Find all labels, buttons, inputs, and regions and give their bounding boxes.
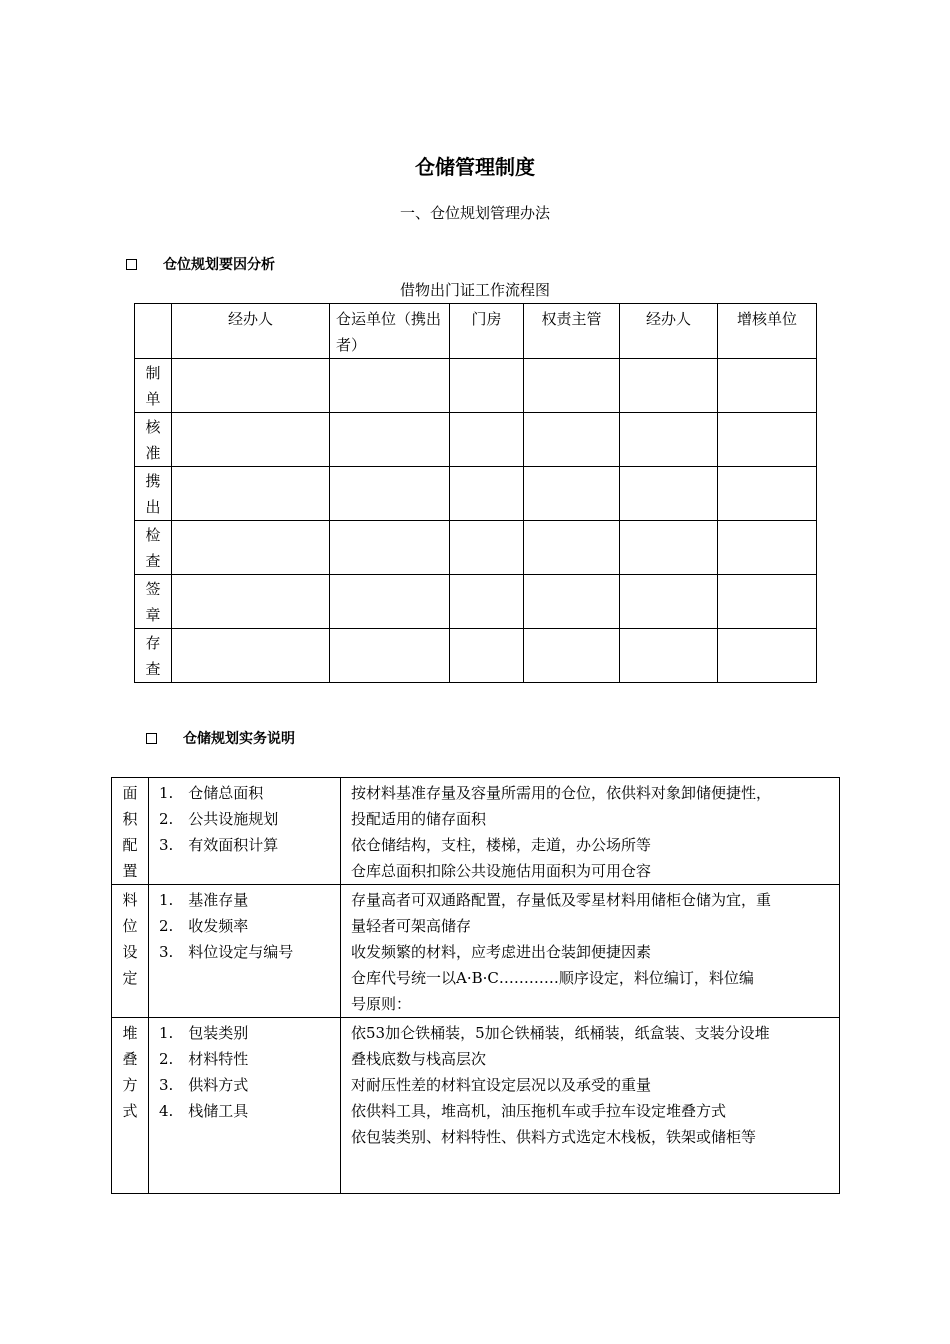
table-row xyxy=(112,778,840,885)
table-row xyxy=(135,413,817,467)
section-heading-text: 仓储规划实务说明 xyxy=(183,731,295,747)
table-cell xyxy=(718,521,817,575)
table-cell xyxy=(330,359,450,413)
row-label: 携 出 xyxy=(135,467,172,521)
table-cell xyxy=(718,575,817,629)
table-cell xyxy=(172,521,330,575)
table-cell xyxy=(330,629,450,683)
table-row xyxy=(135,359,817,413)
category-cell: 料 位 设 定 xyxy=(112,885,149,1018)
flow-table xyxy=(134,303,817,683)
table-cell xyxy=(172,359,330,413)
plan-table xyxy=(111,777,840,1194)
table-cell xyxy=(330,413,450,467)
category-cell: 面 积 配 置 xyxy=(112,778,149,885)
table-cell xyxy=(172,629,330,683)
table-cell xyxy=(718,359,817,413)
table-cell xyxy=(620,359,718,413)
section-heading-practice xyxy=(146,729,295,749)
items-cell: 1. 基准存量 2. 收发频率 3. 料位设定与编号 xyxy=(149,885,341,1018)
table-cell xyxy=(330,575,450,629)
table-cell xyxy=(620,413,718,467)
table-cell xyxy=(718,629,817,683)
table-cell xyxy=(172,575,330,629)
table-caption: 借物出门证工作流程图 xyxy=(399,281,550,299)
header-cell: 经办人 xyxy=(620,304,718,359)
table-cell xyxy=(450,521,524,575)
table-cell xyxy=(620,575,718,629)
header-cell: 权责主管 xyxy=(524,304,620,359)
table-cell xyxy=(524,575,620,629)
row-label: 制 单 xyxy=(135,359,172,413)
table-cell xyxy=(450,467,524,521)
table-row xyxy=(112,1018,840,1194)
table-cell xyxy=(172,467,330,521)
table-cell xyxy=(450,413,524,467)
table-cell xyxy=(524,629,620,683)
table-cell xyxy=(450,575,524,629)
header-cell: 经办人 xyxy=(172,304,330,359)
table-cell xyxy=(450,629,524,683)
table-cell xyxy=(620,629,718,683)
table-cell xyxy=(330,521,450,575)
row-label: 签 章 xyxy=(135,575,172,629)
section-heading-factor-analysis xyxy=(126,255,275,275)
header-cell: 增核单位 xyxy=(718,304,817,359)
row-label: 存 查 xyxy=(135,629,172,683)
table-cell xyxy=(524,467,620,521)
items-cell: 1. 仓储总面积 2. 公共设施规划 3. 有效面积计算 xyxy=(149,778,341,885)
description-cell: 依53加仑铁桶装，5加仑铁桶装，纸桶装，纸盒装、支装分设堆 叠栈底数与栈高层次 对耐压性差的材料宜设定层况以及承受的重量 依供料工具，堆高机，油压拖机车或手拉车设定堆叠方式 依包装类别、材料特性、供料方式选定木栈板，铁架或储柜等 xyxy=(341,1018,840,1194)
table-row xyxy=(112,885,840,1018)
table-cell xyxy=(524,521,620,575)
document-title: 仓储管理制度 xyxy=(415,155,535,179)
table-cell xyxy=(450,359,524,413)
description-cell: 存量高者可双通路配置，存量低及零星材料用储柜仓储为宜，重 量轻者可架高储存 收发频繁的材料，应考虑进出仓装卸便捷因素 仓库代号统一以A·B·C…………顺序设定，料位编订，料位编 号原则： xyxy=(341,885,840,1018)
checkbox-icon xyxy=(146,733,157,744)
row-label: 检 查 xyxy=(135,521,172,575)
checkbox-icon xyxy=(126,259,137,270)
row-label: 核 准 xyxy=(135,413,172,467)
header-cell xyxy=(135,304,172,359)
header-cell: 门房 xyxy=(450,304,524,359)
table-row xyxy=(135,629,817,683)
table-cell xyxy=(718,467,817,521)
table-cell xyxy=(330,467,450,521)
category-cell: 堆 叠 方 式 xyxy=(112,1018,149,1194)
table-cell xyxy=(172,413,330,467)
description-cell: 按材料基准存量及容量所需用的仓位，依供料对象卸储便捷性， 投配适用的储存面积 依仓储结构，支柱，楼梯，走道，办公场所等 仓库总面积扣除公共设施估用面积为可用仓容 xyxy=(341,778,840,885)
table-cell xyxy=(620,467,718,521)
header-cell: 仓运单位（携出者） xyxy=(330,304,450,359)
table-cell xyxy=(620,521,718,575)
table-row xyxy=(135,575,817,629)
table-cell xyxy=(718,413,817,467)
section-heading-text: 仓位规划要因分析 xyxy=(163,257,275,273)
table-cell xyxy=(524,413,620,467)
table-header-row xyxy=(135,304,817,359)
document-subtitle: 一、仓位规划管理办法 xyxy=(399,204,550,222)
table-cell xyxy=(524,359,620,413)
table-row xyxy=(135,467,817,521)
items-cell: 1. 包装类别 2. 材料特性 3. 供料方式 4. 栈储工具 xyxy=(149,1018,341,1194)
table-row xyxy=(135,521,817,575)
